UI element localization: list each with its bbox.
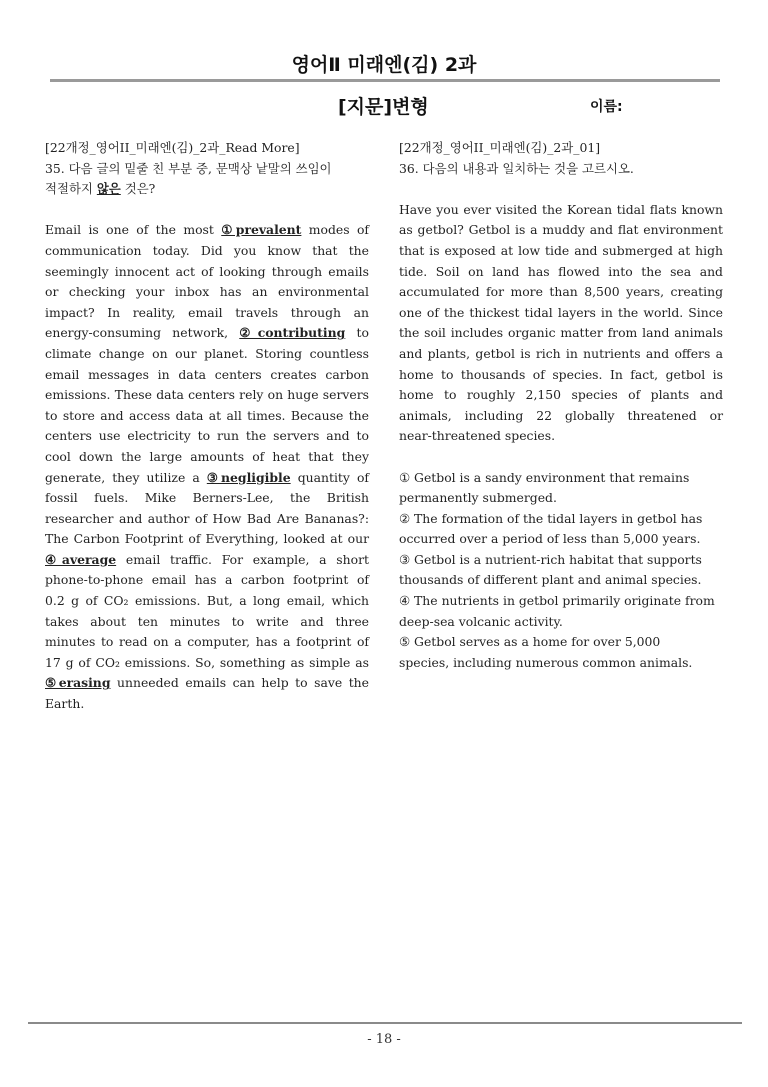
passage-line: home to roughly 2,150 species of plants and xyxy=(399,387,723,403)
passage-line: one of the thickest tidal layers in the world. Since xyxy=(399,304,723,320)
passage-line: as getbol? Getbol is a muddy and flat environment xyxy=(399,222,723,238)
answer-option-3: ③ Getbol is a nutrient-rich habitat that supports xyxy=(399,551,702,567)
passage-line: takes about ten minutes to write and three xyxy=(45,613,369,629)
answer-option-2: ② The formation of the tidal layers in getbol has xyxy=(399,510,703,526)
passage-line: 0.2 g of CO₂ emissions. But, a long email, which xyxy=(45,593,369,609)
answer-option-5-cont: species, including numerous common animals. xyxy=(399,654,693,670)
passage-line: to store and access data at all times. Because the xyxy=(45,407,369,423)
answer-option-1: ① Getbol is a sandy environment that remains xyxy=(399,469,690,485)
passage-line: generate, they utilize a ③negligible quantity of xyxy=(45,469,370,485)
page-number: - 18 - xyxy=(367,1032,401,1047)
name-label: 이름: xyxy=(590,99,623,115)
passage-line: minutes to read on a computer, has a footprint of xyxy=(45,634,369,650)
source-label: [22개정_영어II_미래엔(김)_2과_01] xyxy=(399,140,601,155)
passage-line: centers use electricity to run the servers and to xyxy=(45,428,369,444)
passage-line: 17 g of CO₂ emissions. So, something as simple as xyxy=(45,654,369,670)
passage-line: the soil includes organic matter from land animals xyxy=(399,325,723,341)
question-prompt-cont: 적절하지 않은 것은? xyxy=(45,181,156,197)
answer-option-5: ⑤ Getbol serves as a home for over 5,000 xyxy=(399,634,661,650)
top-divider xyxy=(50,79,720,82)
passage-line: cool down the large amounts of heat that they xyxy=(45,448,369,464)
passage-line: seemingly innocent act of looking through emails xyxy=(45,263,369,279)
passage-line: Earth. xyxy=(45,696,85,712)
question-35 xyxy=(45,138,369,715)
question-prompt: 36. 다음의 내용과 일치하는 것을 고르시오. xyxy=(399,160,634,176)
passage-line: Email is one of the most ①prevalent modes of xyxy=(45,222,370,238)
question-prompt: 35. 다음 글의 밑줄 친 부분 중, 문맥상 낱말의 쓰임이 xyxy=(45,160,332,176)
underlined-choice-1: ①prevalent xyxy=(221,222,302,238)
page-title: 영어Ⅱ 미래엔(김) 2과 xyxy=(291,54,477,76)
underlined-choice-3: ③negligible xyxy=(206,469,291,485)
passage-line: Have you ever visited the Korean tidal flats known xyxy=(399,201,723,217)
underlined-choice-5: ⑤erasing xyxy=(45,675,111,691)
passage-line: researcher and author of How Bad Are Bananas?: xyxy=(45,510,369,526)
passage-line: climate change on our planet. Storing countless xyxy=(45,345,369,361)
passage-line: tide. Soil on land has flowed into the sea and xyxy=(399,263,723,279)
passage-line: fossil fuels. Mike Berners-Lee, the British xyxy=(45,490,369,506)
passage-line: communication today. Did you know that the xyxy=(45,242,369,258)
answer-option-4: ④ The nutrients in getbol primarily originate from xyxy=(399,593,715,609)
passage-line: phone-to-phone email has a carbon footprint of xyxy=(45,572,369,588)
passage-line: near-threatened species. xyxy=(399,428,556,444)
bottom-divider xyxy=(28,1022,742,1024)
section-subtitle: [지문]변형 xyxy=(338,96,429,118)
answer-option-2-cont: occurred over a period of less than 5,000 years. xyxy=(399,531,701,547)
passage-line: energy-consuming network, ②contributing to xyxy=(45,325,369,341)
emphasis-not: 않은 xyxy=(96,181,121,197)
passage-line: ④average email traffic. For example, a short xyxy=(45,551,369,567)
underlined-choice-4: ④average xyxy=(45,551,117,567)
passage-line: accumulated for more than 8,500 years, creating xyxy=(399,284,723,300)
underlined-choice-2: ②contributing xyxy=(239,325,346,341)
question-36 xyxy=(399,138,723,673)
source-label: [22개정_영어II_미래엔(김)_2과_Read More] xyxy=(45,140,300,155)
passage-line: The Carbon Footprint of Everything, looked at our xyxy=(45,531,369,547)
passage-line: home to thousands of species. In fact, getbol is xyxy=(399,366,723,382)
passage-line: impact? In reality, email travels through an xyxy=(45,304,369,320)
passage-line: ⑤erasing unneeded emails can help to save the xyxy=(45,675,369,691)
passage-line: or checking your inbox has an environmental xyxy=(45,284,369,300)
passage-line: email messages in data centers creates carbon xyxy=(45,366,369,382)
passage-line: emissions. These data centers rely on huge servers xyxy=(45,387,369,403)
passage-line: and plants, getbol is rich in nutrients and offers a xyxy=(399,345,723,361)
answer-option-1-cont: permanently submerged. xyxy=(399,490,557,506)
passage-line: animals, including 22 globally threatened or xyxy=(399,407,723,423)
passage-line: that is exposed at low tide and submerged at high xyxy=(399,242,723,258)
answer-option-3-cont: thousands of different plant and animal species. xyxy=(399,572,702,588)
answer-option-4-cont: deep-sea volcanic activity. xyxy=(399,613,563,629)
